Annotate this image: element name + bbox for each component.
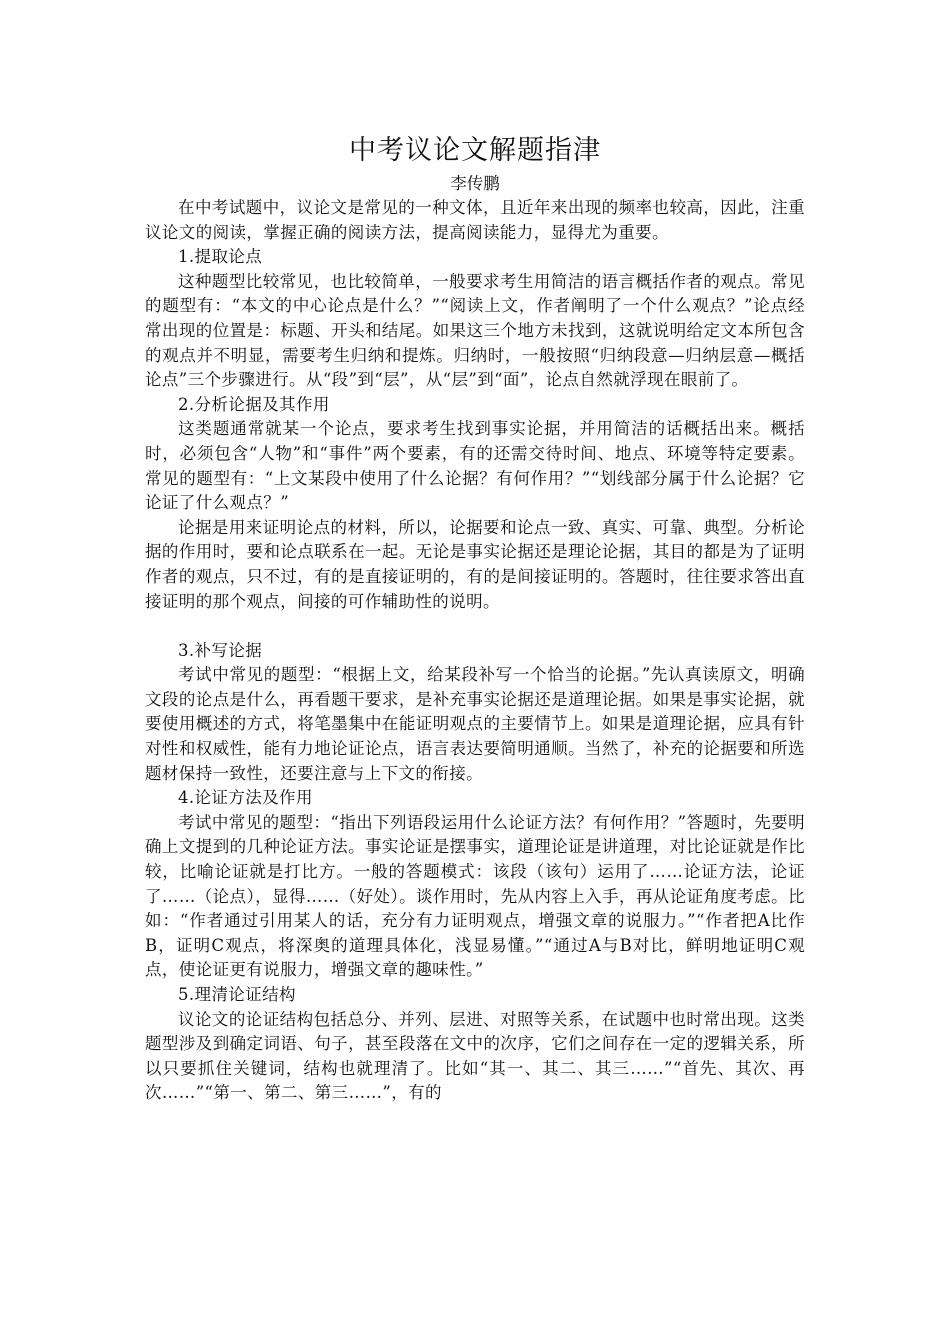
section-heading-1: 1.提取论点 bbox=[178, 247, 263, 267]
section-heading-5: 5.理清论证结构 bbox=[178, 985, 296, 1004]
document-author: 李传鹏 bbox=[450, 174, 500, 193]
document-page bbox=[145, 132, 805, 1106]
section-heading-2: 2.分析论据及其作用 bbox=[178, 394, 330, 414]
section-2-paragraph-2: 论据是用来证明论点的材料，所以，论据要和论点一致、真实、可靠、典型。分析论据的作用时，要和论点联系在一起。无论是事实论据还是理论论据，其目的都是为了证明作者的观点，只不过，有的是直接证明的，有的是间接证明的。答题时，往往要求答出直接证明的那个观点，间接的可作辅助性的说明。 bbox=[145, 517, 805, 611]
section-2-paragraph-1: 这类题通常就某一个论点，要求考生找到事实论据，并用简洁的话概括出来。概括时，必须包含“人物”和“事件”两个要素，有的还需交待时间、地点、环境等特定要素。常见的题型有：“上文某段中使用了什么论据？有何作用？”“划线部分属于什么论据？它论证了什么观点？” bbox=[145, 419, 805, 513]
section-heading-4: 4.论证方法及作用 bbox=[178, 788, 313, 808]
section-5-paragraph-1: 议论文的论证结构包括总分、并列、层进、对照等关系，在试题中也时常出现。这类题型涉及到确定词语、句子，甚至段落在文中的次序，它们之间存在一定的逻辑关系，所以只要抓住关键词，结构也就理清了。比如“其一、其二、其三……”“首先、其次、再次……”“第一、第二、第三……”，有的 bbox=[145, 1009, 805, 1103]
section-3-paragraph-1: 考试中常见的题型：“根据上文，给某段补写一个恰当的论据。”先认真读原文，明确文段的论点是什么，再看题干要求，是补充事实论据还是道理论据。如果是事实论据，就要使用概述的方式，将笔墨集中在能证明观点的主要情节上。如果是道理论据，应具有针对性和权威性，能有力地论证论点，语言表达要简明通顺。当然了，补充的论据要和所选题材保持一致性，还要注意与上下文的衔接。 bbox=[145, 665, 805, 783]
document-title: 中考议论文解题指津 bbox=[349, 135, 601, 166]
section-heading-3: 3.补写论据 bbox=[178, 640, 263, 660]
intro-paragraph: 在中考试题中，议论文是常见的一种文体，且近年来出现的频率也较高，因此，注重议论文的阅读，掌握正确的阅读方法，提高阅读能力，显得尤为重要。 bbox=[145, 198, 805, 242]
blank-line bbox=[145, 614, 805, 639]
section-1-paragraph-1: 这种题型比较常见，也比较简单，一般要求考生用简洁的语言概括作者的观点。常见的题型有：“本文的中心论点是什么？”“阅读上文，作者阐明了一个什么观点？”论点经常出现的位置是：标题、开头和结尾。如果这三个地方未找到，这就说明给定文本所包含的观点并不明显，需要考生归纳和提炼。归纳时，一般按照“归纳段意—归纳层意—概括论点”三个步骤进行。从“段”到“层”，从“层”到“面”，论点自然就浮现在眼前了。 bbox=[145, 271, 805, 390]
section-4-paragraph-1: 考试中常见的题型：“指出下列语段运用什么论证方法？有何作用？”答题时，先要明确上文提到的几种论证方法。事实论证是摆事实，道理论证是讲道理，对比论证就是作比较，比喻论证就是打比方。一般的答题模式：该段（该句）运用了……论证方法，论证了……（论点），显得……（好处）。谈作用时，先从内容上入手，再从论证角度考虑。比如：“作者通过引用某人的话，充分有力证明观点，增强文章的说服力。”“作者把A比作B，证明C观点，将深奥的道理具体化，浅显易懂。”“通过A与B对比，鲜明地证明C观点，使论证更有说服力，增强文章的趣味性。” bbox=[145, 812, 805, 980]
